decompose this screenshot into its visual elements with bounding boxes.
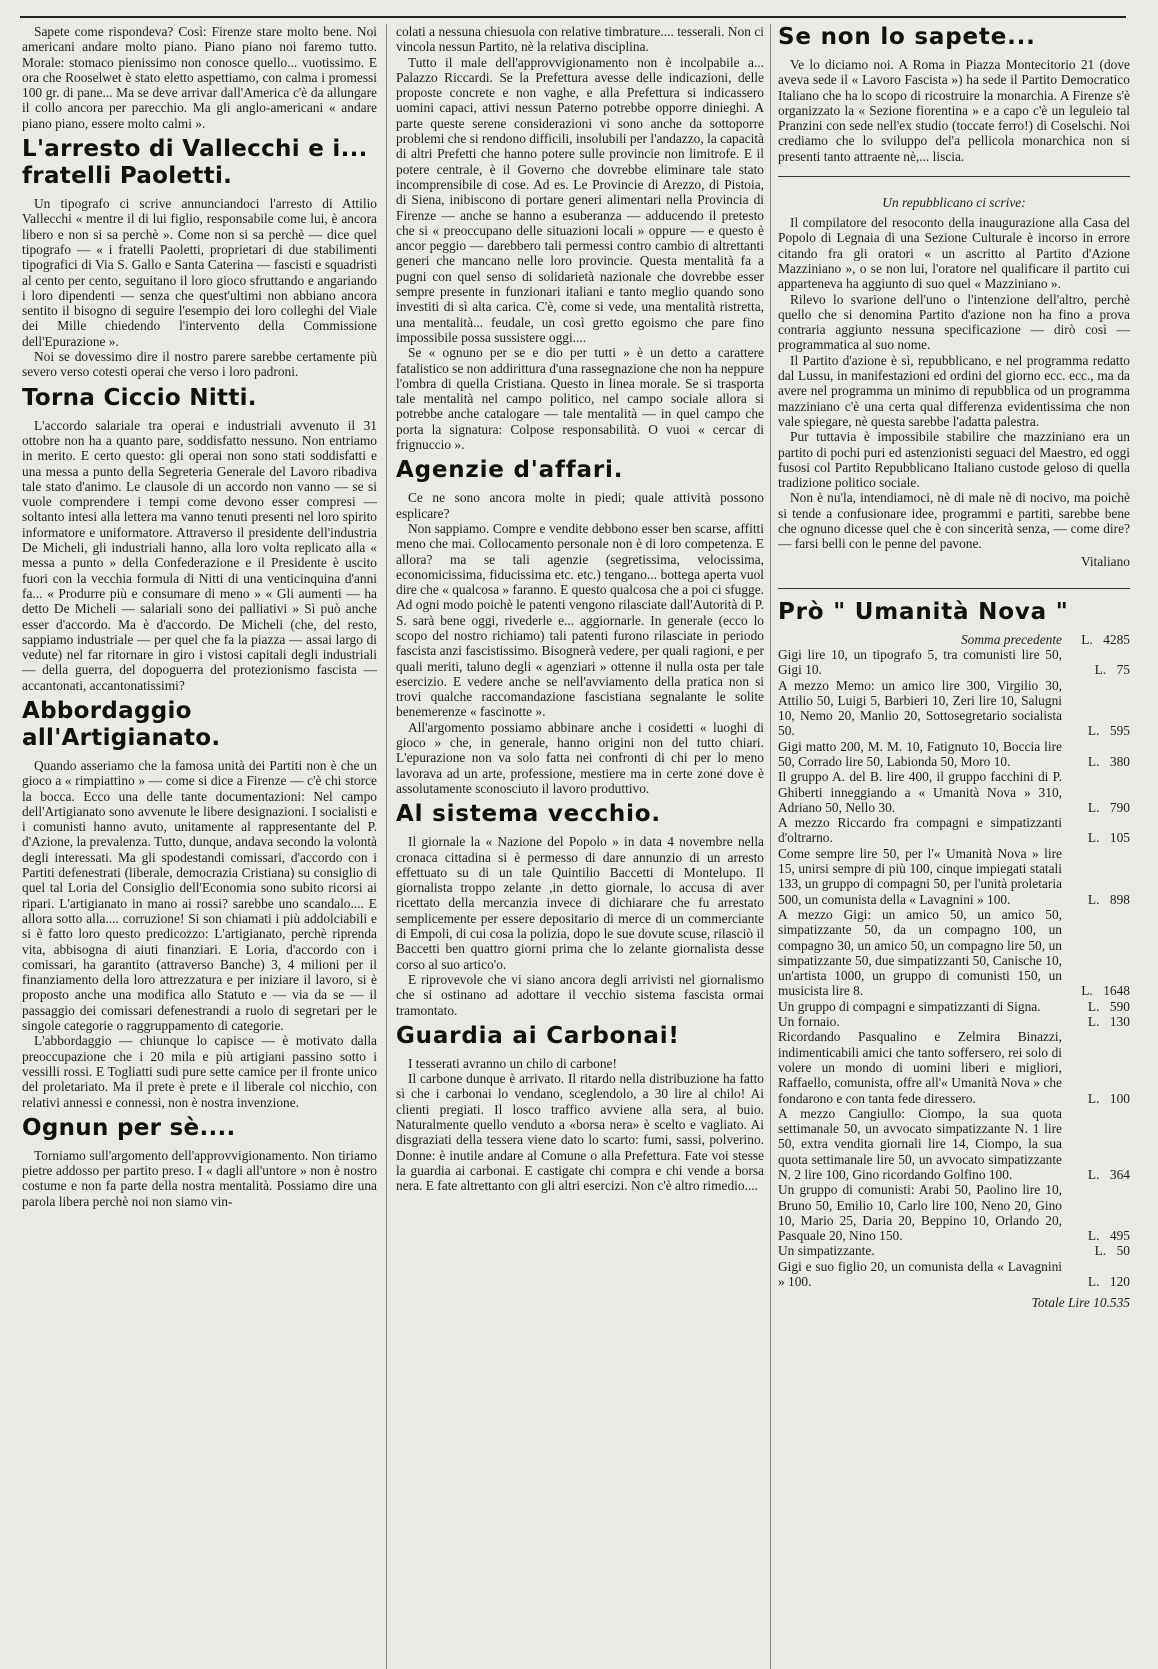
ledger-row <box>778 678 1130 739</box>
article-text: Quando asseriamo che la famosa unità dei Partiti non è che un gioco a « rimpiattino » — come si dice a Firenze — c'è chi storce la bocca. Ecco una delle tante documentazioni: Nel campo dell'Artigianato sono avvenute le libere designazioni. I socialisti e i comunisti hanno avuto, unitamente al rappresentante del P. d'Azione, la prevalenza. Tutto, dunque, andava secondo la volontà degli interessati. Ma gli spodestandi comissari, d'accordo con i Partiti defenestrati (liberale, democrazia Cristiana) su consiglio di quel tal Loria del Consiglio dell'Economia sono subito ricorsi ai ripari. L'artigianato in mano ai rossi? sarebbe uno scandalo.... E allora sotto alla.... corruzione! Si son chiamati i più addolciabili e si è fatto loro questo predicozzo: L'artigianato, perchè riprenda vita, abbisogna di aiuti finanziari. E Loria, d'accordo con i comissari, ha garantito (attraverso Banche) 3, 4 milioni per il finanziamento della loro attrezzatura e per iniziare il lavoro, si è proposto anche una modifica allo Statuto e — via da se — il passaggio dei comissari defenestrandi a ruolo di segretari per le singole categorie o raggruppamento di categorie. <box>22 757 377 1034</box>
headline-carbonai: Guardia ai Carbonai! <box>396 1022 680 1049</box>
donation-amount-cell <box>1068 1014 1130 1029</box>
donation-description: Gigi matto 200, M. M. 10, Fatignuto 10, Boccia lire 50, Corrado lire 50, Labionda 50, Moro 10. <box>778 738 1062 769</box>
ledger-row <box>778 1182 1130 1243</box>
ledger-row <box>778 1014 1130 1029</box>
headline-ognun-per-se: Ognun per sè.... <box>22 1114 236 1141</box>
article-text: Rilevo lo svarione dell'uno o l'intenzione dell'altro, perchè quello che si denomina Partito d'azione non ha fino a prova contraria aggiunto nessuna specificazione — dirò così — programmatica al suo nome. <box>778 291 1130 353</box>
donation-amount: 595 <box>1109 723 1130 739</box>
currency-label: L. <box>1087 723 1100 739</box>
article-text: Noi se dovessimo dire il nostro parere sarebbe certamente più severo verso cotesti operai che verso i loro padroni. <box>22 349 377 380</box>
previous-sum-amount: 4285 <box>1103 631 1130 647</box>
donation-description: A mezzo Cangiullo: Ciompo, la sua quota settimanale 50, un avvocato simpatizzante N. 1 lire 50, extra vendita giornali lire 14, Ciompo, la sua quota settimanale lire 50, un avvocato simpatizzante N. 2 lire 100, Gino ricordando Golfino 100. <box>778 1105 1062 1182</box>
currency-label: L. <box>1087 1090 1100 1106</box>
column-divider <box>386 24 387 1669</box>
donation-amount: 380 <box>1109 753 1130 769</box>
signature: Vitaliano <box>1080 553 1130 569</box>
headline-se-non-lo-sapete: Se non lo sapete... <box>778 24 1036 50</box>
headline-artigianato: Abbordaggio all'Artigianato. <box>22 697 221 751</box>
currency-label: L. <box>1081 983 1093 999</box>
article-text: L'accordo salariale tra operai e industriali avvenuto il 31 ottobre non ha a quanto pare, soddisfatto nessuno. Non entriamo in merito. E certo questo: gli operai non sono stati soddisfatti e una messa a punto della Segreteria Generale del Lavoro ribadiva tale stato d'animo. Le clausole di un accordo non vanno — se si vuole comprendere i tempi come devono esser compresi — soltanto intesi alla lettera ma vanno tenuti presenti nel loro spirito informatore e uniformatore. Attraverso il presidente dell'industria De Micheli, gli industriali hanno, alla loro volta replicato alla « messa a punto » della Confederazione e il Presidente è uscito fuori con la vecchia formula di Nitti di una venticinquina d'anni fa... « Produrre più e consumare di meno » « Gli aumenti — ha detto De Micheli — salariali sono dei palliativi » Sì può anche esser d'accordo. Ma è d'accordo. De Micheli (che, del resto, sappiamo industriale — per quel che fa la piazza — assai largo di vedute) nel far ritornare in giro i vistosi capitali degli industriali — della guerra, del dopoguerra del protezionismo fascista — accantonati, accantonatissimi? <box>22 417 377 693</box>
currency-label: L. <box>1087 1167 1100 1182</box>
article-text: Non è nu'la, intendiamoci, nè di male nè di nocivo, ma poichè si tende a confusionare idee, programmi e partiti, sarebbe bene che ognuno dicesse quel che è con sincerità senza, — come dire? — farsi belli con le penne del pavone. <box>778 490 1130 552</box>
article-text: Ve lo diciamo noi. A Roma in Piazza Montecitorio 21 (dove aveva sede il « Lavoro Fascista ») ha sede il Partito Democratico Italiano che ha lo scopo di ricostruire la monarchia. A Firenze s'è organizzato la « Sezione fiorentina » e a capo c'è un leguleio tal Pranzini con sede nell'ex studio (toccate ferro!) di Coselschi. Noi crediamo che lo sviluppo del'a pellicola monarchica non si presenti tanto attraente nè,... liscia. <box>778 57 1130 164</box>
donation-amount: 100 <box>1109 1090 1130 1106</box>
total-amount: 10.535 <box>1093 1295 1130 1311</box>
donation-description: Gigi e suo figlio 20, un comunista della « Lavagnini » 100. <box>778 1258 1062 1290</box>
donation-description: Un fornaio. <box>778 1014 840 1030</box>
donation-amount-cell <box>1068 999 1130 1014</box>
column-1 <box>22 24 377 1209</box>
donation-amount: 1648 <box>1103 983 1130 999</box>
donation-description: Ricordando Pasqualino e Zelmira Binazzi, indimenticabili amici che tanto soffersero, rei solo di volere un mondo di uomini liberi e migliori, Raffaello, comunista, offre all'« Umanità Nova » che fondarono e con tanta fede diressero. <box>778 1029 1062 1106</box>
currency-label: L. <box>1087 830 1100 846</box>
section-rule <box>778 588 1130 589</box>
currency-label: L. <box>1087 998 1100 1014</box>
donation-amount-cell <box>1068 1243 1130 1258</box>
donation-description: A mezzo Memo: un amico lire 300, Virgilio 30, Attilio 50, Luigi 5, Barbieri 10, Zeri lire 10, Salugni 10, Nemo 20, Manlio 20, Sottosegretario socialista 50. <box>778 677 1062 739</box>
article-text: E riprovevole che vi siano ancora degli arrivisti nel giornalismo che si ostinano ad adottare il vecchio sistema fascista ormai tramontato. <box>396 971 764 1018</box>
donation-description: A mezzo Gigi: un amico 50, un amico 50, simpatizzante 50, da un compagno 100, un compagno 30, un amico 50, un compagno lire 50, un simpatizzante 50, due simpatizzanti 50, Canische 10, un'artista 1000, un gruppo di comunisti 150, un musicista lire 8. <box>778 906 1062 999</box>
ledger-row <box>778 1243 1130 1258</box>
currency-label: L. <box>1087 753 1100 769</box>
previous-sum-amount-cell <box>1068 632 1130 647</box>
donation-amount-cell <box>1068 1106 1130 1182</box>
donation-amount-cell <box>1068 1259 1130 1290</box>
donation-amount-cell <box>1068 815 1130 846</box>
ledger-row <box>778 1029 1130 1105</box>
donation-amount: 364 <box>1109 1167 1130 1182</box>
donation-amount: 105 <box>1109 830 1130 846</box>
donation-ledger <box>778 632 1130 1290</box>
donation-amount: 898 <box>1109 891 1130 907</box>
ledger-row-previous <box>778 632 1130 647</box>
section-rule <box>778 176 1130 177</box>
previous-sum-label: Somma precedente <box>960 631 1062 647</box>
ledger-row <box>778 739 1130 770</box>
article-text: Se « ognuno per se e dio per tutti » è un detto a carattere fatalistico se non addirittura d'una rassegnazione che non ha neppure l'ombra di quella Cristiana. Questo in linea morale. Se si trasporta tale mentalità nel campo politico, nel campo sociale allora si potrebbe anche catalogare — tale mentalità — in quel campo che porta la signatura: Colpose responsabilità. O vuoi « cercar di frignuccio ». <box>396 345 764 453</box>
headline-agenzie: Agenzie d'affari. <box>396 457 624 484</box>
currency-label: L. <box>1081 631 1093 647</box>
donation-amount-cell <box>1068 907 1130 999</box>
ledger-row <box>778 1259 1130 1290</box>
ledger-row <box>778 907 1130 999</box>
currency-label: L. <box>1087 1228 1100 1244</box>
ledger-row <box>778 815 1130 846</box>
article-text: Pur tuttavia è impossibile stabilire che mazziniano era un partito di pochi puri ed astenzionisti seguaci del Maestro, ed oggi fusosi col Partito Repubblicano Italiano custode geloso di quella tradizione politico sociale. <box>778 429 1130 491</box>
headline-vallecchi: L'arresto di Vallecchi e i... fratelli Paoletti. <box>22 136 368 190</box>
donation-description: A mezzo Riccardo fra compagni e simpatizzanti d'oltrarno. <box>778 815 1062 846</box>
article-text: Non sappiamo. Compre e vendite debbono esser ben scarse, affitti meno che mai. Collocamento personale non è di loro competenza. E allora? ma se tali agenzie (segretissima, velocissima, economicissima, fiducissima etc. etc.) tengano... bottega aperta vuol dire che « qualcosa » faranno. E questo qualcosa che a poi ci sfugge. Ad ogni modo poichè le patenti vengono rilasciate dall'Autorità di P. S. sarà bene oggi, rivederle e... aggiornarle. In generale (ecco lo scopo del nostro richiamo) tali patenti furono rilasciate in periodo fascista anzi fascistissimo. Bisognerà vedere, per quali ragioni, e per quali meriti, taluno degli « agenziari » ottenne il nulla osta per tale esercizio. E vedere anche se nell'avviamento della pratica non si trovi qualche raccomandazione fascistiana segnalante le solite benemerenze « fascinotte ». <box>396 520 764 720</box>
ledger-row <box>778 1106 1130 1182</box>
donation-amount-cell <box>1068 678 1130 739</box>
donation-description: Un simpatizzante. <box>778 1243 875 1259</box>
donation-amount-cell <box>1068 769 1130 815</box>
donation-amount: 75 <box>1116 662 1130 678</box>
donation-amount-cell <box>1068 846 1130 907</box>
donation-amount: 495 <box>1109 1228 1130 1244</box>
donation-amount: 120 <box>1109 1274 1130 1290</box>
donation-amount-cell <box>1068 1182 1130 1243</box>
donation-description: Un gruppo di compagni e simpatizzanti di Signa. <box>778 998 1041 1014</box>
article-text: Tutto il male dell'approvvigionamento non è incolpabile a... Palazzo Riccardi. Se la Prefettura avesse delle indicazioni, delle proposte concrete e non vaghe, e alla Prefettura si indicassero uomini capaci, attivi nessun Paterno potrebbe opporre dinieghi. A parte queste serene considerazioni vi sono anche da sottoporre problemi che si rendono difficili, insolubili per l'andazzo, la capacità di altri Prefetti che hanno potere sulle provincie non limitrofe. E il potere centrale, è il Governo che dovrebbe eliminare tale stato incomprensibile di cose. Ad es. Le Provincie di Arezzo, di Pistoia, di Siena, inibiscono di portare generi alimentari nella Provincia di Firenze — anche se hanno a esuberanza — adducendo il pretesto che si « preoccupano delle situazioni locali » oppure — e questo è ancor peggio — darebbero tali permessi contro cambio di altrettanti generi che mancano nelle loro provincie. Questa mentalità fa a pugni con quel senso di solidarietà nazionale che dovrebbe esser sempre presente in funzionari italiani e tanto meglio quando sono investiti di sì alta carica. C'è, come si vede, una mentalità ristretta, una mentalità... feudale, un così gretto egoismo che pare fino impossibile possa sussistere oggi.... <box>396 54 764 345</box>
donation-description: Come sempre lire 50, per l'« Umanità Nova » lire 15, unirsi sempre di più 100, cinque impiegati statali 133, un gruppo di compagni 50, per l'unità proletaria 500, un comunista della « Lavagnini » 100. <box>778 845 1062 907</box>
headline-nitti: Torna Ciccio Nitti. <box>22 384 257 411</box>
currency-label: L. <box>1087 799 1100 815</box>
headline-sistema-vecchio: Al sistema vecchio. <box>396 801 661 828</box>
column-divider <box>770 24 771 1669</box>
article-text: Torniamo sull'argomento dell'approvvigionamento. Non tiriamo pietre addosso per partito preso. I « dagli all'untore » non è nostro costume e non fa parte della nostra mentalità. Possiamo dire una parola libera perchè noi non siamo vin- <box>22 1147 377 1209</box>
ledger-row <box>778 999 1130 1014</box>
headline-umanita-nova: Prò " Umanità Nova " <box>778 598 1069 625</box>
article-text: Ce ne sono ancora molte in piedi; quale attività possono esplicare? <box>396 490 764 521</box>
donation-description: Il gruppo A. del B. lire 400, il gruppo facchini di P. Ghiberti inneggiando a « Umanità Nova » 310, Adriano 50, Nello 30. <box>778 769 1062 815</box>
currency-label: L. <box>1087 891 1100 907</box>
currency-label: L. <box>1094 662 1107 678</box>
letter-intro: Un repubblicano ci scrive: <box>882 195 1026 211</box>
ledger-row <box>778 647 1130 678</box>
donation-amount: 130 <box>1109 1014 1130 1030</box>
currency-label: L. <box>1087 1274 1100 1290</box>
donation-amount-cell <box>1068 647 1130 678</box>
total-label: Totale Lire <box>1031 1295 1090 1311</box>
article-text: All'argomento possiamo abbinare anche i cosidetti « luoghi di gioco » che, in generale, hanno origini non del tutto chiari. L'epurazione non va solo fatta nei confronti di chi per lo meno lavorava ad un arte, professione, mestiere ma in certe zone dove è assolutamente sconosciuto il lavoro produttivo. <box>396 719 764 796</box>
article-text: I tesserati avranno un chilo di carbone! <box>408 1055 617 1071</box>
donation-amount-cell <box>1068 1029 1130 1105</box>
column-3 <box>778 24 1130 1311</box>
article-text: Il carbone dunque è arrivato. Il ritardo nella distribuzione ha fatto sì che i carbonai lo vendano, sceglendolo, a 30 lire al chilo! Ai clienti pregiati. Il losco traffico avviene alla sera, al buio. Naturalmente quello venduto a «borsa nera» è scelto e vagliato. Ai disgraziati della tessera viene dato lo scarto: fumi, sassi, polverino. Donne: è inutile andare al Comune o alla Prefettura. Fate voi stesse la guardia ai carbonai. E castigate chi compra e chi vende a borsa nera. E fate altrettanto con gli altri esercizi. Non c'è altro rimedio.... <box>396 1071 764 1194</box>
donation-description: Un gruppo di comunisti: Arabi 50, Paolino lire 10, Bruno 50, Emilio 10, Carlo lire 100, Neno 20, Gino 10, Mario 25, Daria 20, Beppino 10, Orlando 20, Pasquale 20, Nino 150. <box>778 1182 1062 1244</box>
column-2 <box>396 24 764 1193</box>
donation-amount: 790 <box>1109 799 1130 815</box>
ledger-row <box>778 846 1130 907</box>
article-text: colati a nessuna chiesuola con relative timbrature.... tesserali. Non ci vincola nessun Partito, nè la relativa disciplina. <box>396 24 764 55</box>
currency-label: L. <box>1094 1243 1107 1259</box>
article-text: Un tipografo ci scrive annunciandoci l'arresto di Attilio Vallecchi « mentre il di lui figlio, responsabile come lui, è ancora libero e non si sa perchè ». Come non si sa perchè — dice quel tipografo — « i fratelli Paoletti, proprietari di due stabilimenti tipografici di Via S. Gallo e Santa Caterina — fascisti e squadristi al cento per cento, seguitano il loro gioco sfruttando e angariando i loro dipendenti — senza che quest'ultimi non abbiano ancora sentito il bisogno di seguire l'esempio dei loro colleghi del Viale dei Mille chiedendo l'intervento della Commissione dell'Epurazione ». <box>22 196 377 349</box>
donation-description: Gigi lire 10, un tipografo 5, tra comunisti lire 50, Gigi 10. <box>778 646 1062 678</box>
top-rule <box>20 16 1126 18</box>
currency-label: L. <box>1087 1014 1100 1030</box>
ledger-total <box>778 1295 1130 1311</box>
article-text: L'abbordaggio — chiunque lo capisce — è motivato dalla preoccupazione che i 20 mila e più artigiani passino sotto i vessilli rossi. E Togliatti sudi pure sette camice per il fronte unico del proletariato. Ma il prete è prete e il liberale col nicchio, con relativi annessi e connessi, non è nostra invenzione. <box>22 1033 377 1110</box>
article-text: Il Partito d'azione è sì, repubblicano, e nel programma redatto dal Lussu, in manifestazioni ed ordini del giorno ecc. ecc., ma da avere nel programma un minimo di repubblica od un programma mazziniano c'è una certa qual differenza evidentissima che non vale spiegare, nè questa sarebbe l'adatta palestra. <box>778 352 1130 429</box>
donation-amount: 50 <box>1116 1243 1130 1259</box>
article-text: Il giornale la « Nazione del Popolo » in data 4 novembre nella cronaca cittadina si è permesso di dare annunzio di un arresto effettuato su di un tale Quintilio Baccetti di Montelupo. Il giornalista troppo zelante ,in detto giornale, lo accusa di aver ricettato della mercanzia invece di dichiarare che fu arrestato semplicemente per essere depositario di merce di un commerciante di Empoli, di cui cosa la polizia, dopo le sue dovute scuse, rilasciò il Baccetti ben quattro giorni prima che lo zelante giornalista desse corso al suo artico'o. <box>396 834 764 972</box>
donation-amount: 590 <box>1109 998 1130 1014</box>
ledger-row <box>778 769 1130 815</box>
article-text: Sapete come rispondeva? Così: Firenze stare molto bene. Noi americani andare molto piano. Piano piano noi faremo tutto. Morale: stomaco pienissimo non conosce quello... vuotissimo. E ora che Rooselwet è stato eletto aspettiamo, con calma i promessi 100 gr. di pane... Ma se deve arrivar dall'America c'è da allungare il collo ancora per parecchio. Ma gli anglo-americani « andare piano piano, essere molto calmi ». <box>22 24 377 131</box>
article-text: Il compilatore del resoconto della inaugurazione alla Casa del Popolo di Legnaia di una Sezione Culturale è incorso in errore citando fra gli oratori « un ascritto al Partito d'Azione Mazziniano », o se non lui, l'oratore nel qualificare il partito cui apparteneva ha aggiunto di suo quel « Mazziniano ». <box>778 215 1130 292</box>
donation-rows <box>778 647 1130 1289</box>
donation-amount-cell <box>1068 739 1130 770</box>
